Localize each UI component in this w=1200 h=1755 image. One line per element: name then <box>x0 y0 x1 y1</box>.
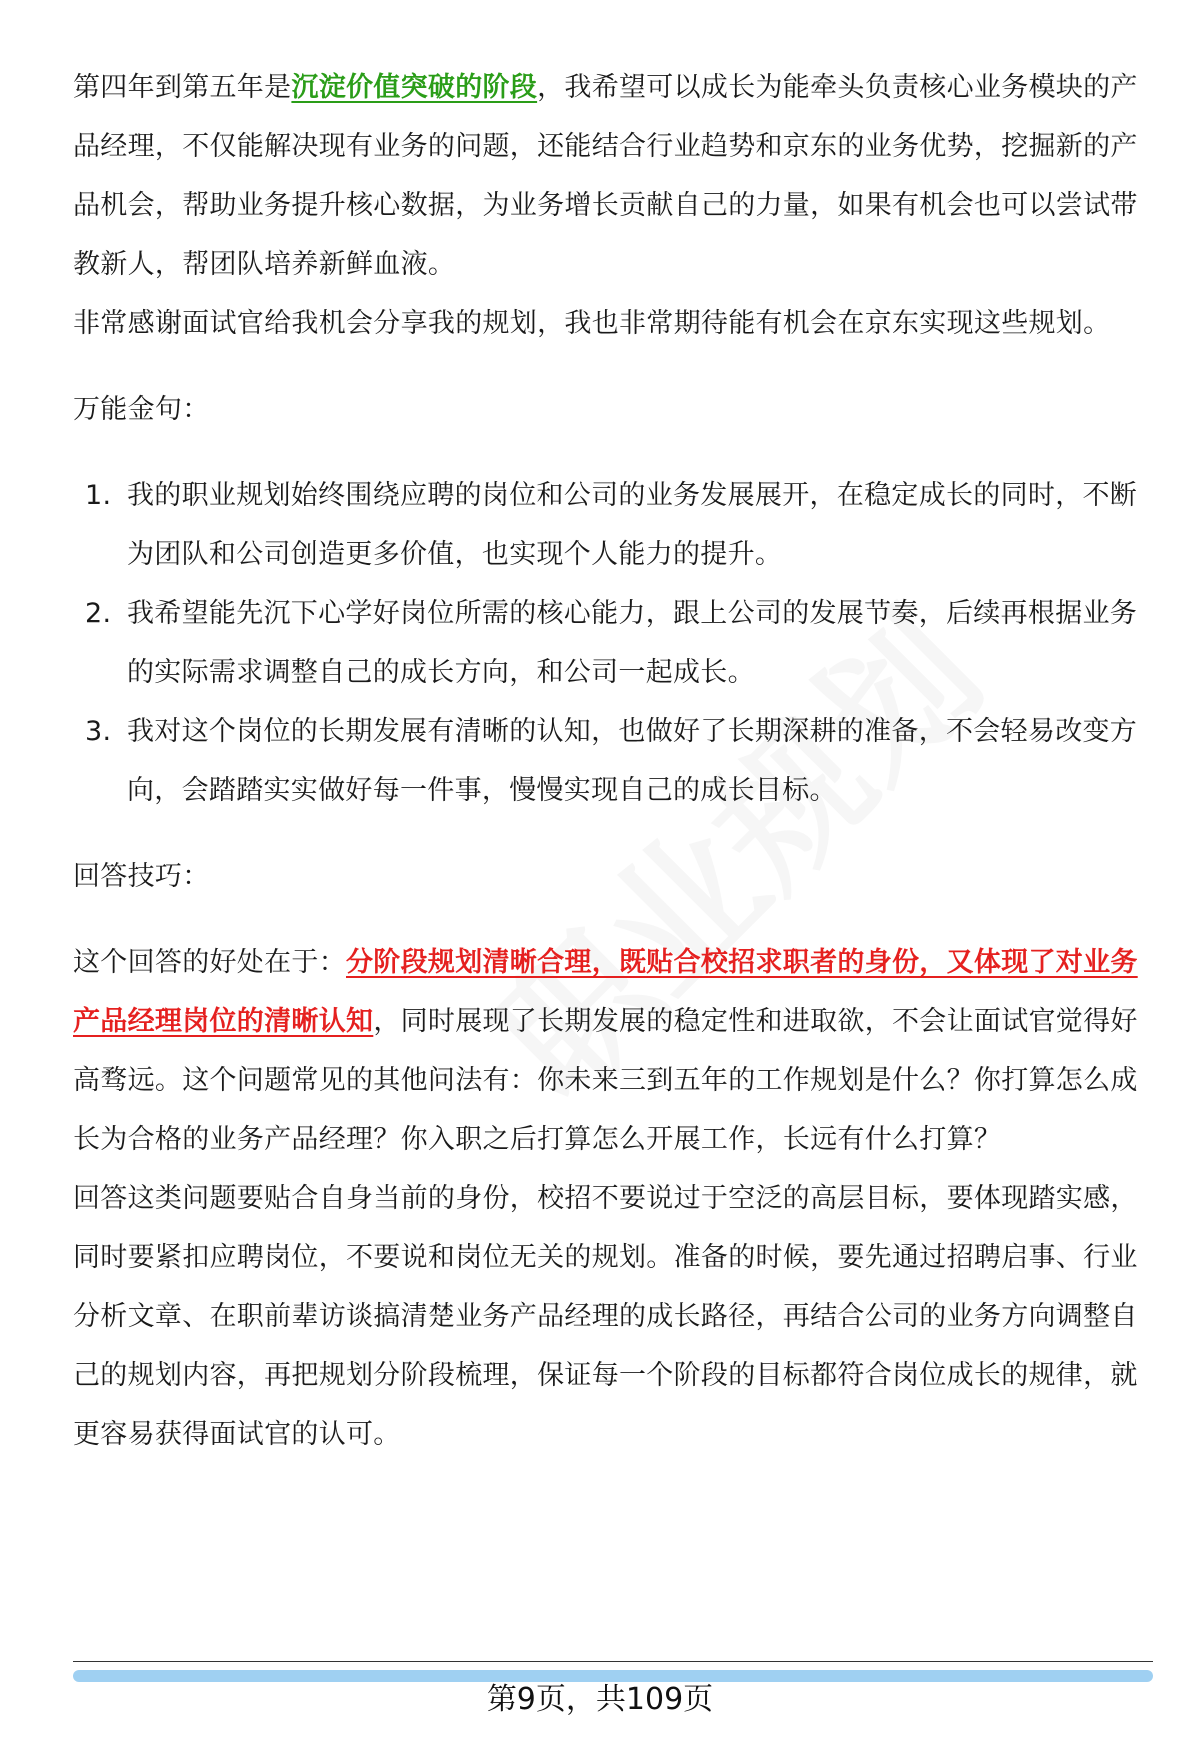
highlight-red: 分阶段规划清晰合理，既贴合校招求职者的身份，又体现了对业务产品经理岗位的清晰认知 <box>73 947 1138 1037</box>
page-number: 第9页，共109页 <box>486 1682 714 1717</box>
text-run: 第四年到第五年是 <box>73 72 292 103</box>
text-run: 这个回答的好处在于： <box>73 947 346 978</box>
paragraph-tips-benefit <box>73 933 1153 1169</box>
list-text: 我希望能先沉下心学好岗位所需的核心能力，跟上公司的发展节奏，后续再根据业务的实际需求调整自己的成长方向，和公司一起成长。 <box>127 598 1138 688</box>
list-item <box>73 466 1153 584</box>
paragraph-stage-four-five <box>73 58 1153 294</box>
list-text: 我的职业规划始终围绕应聘的岗位和公司的业务发展展开，在稳定成长的同时，不断为团队和公司创造更多价值，也实现个人能力的提升。 <box>127 480 1138 570</box>
list-number: 1. <box>85 480 112 511</box>
list-number: 3. <box>85 716 112 747</box>
list-item <box>73 702 1153 820</box>
list-item <box>73 584 1153 702</box>
heading-answer-tips: 回答技巧： <box>73 861 210 892</box>
list-text: 我对这个岗位的长期发展有清晰的认知，也做好了长期深耕的准备，不会轻易改变方向，会踏踏实实做好每一件事，慢慢实现自己的成长目标。 <box>127 716 1138 806</box>
heading-golden-sentences: 万能金句： <box>73 394 210 425</box>
paragraph-tips-method: 回答这类问题要贴合自身当前的身份，校招不要说过于空泛的高层目标，要体现踏实感，同时要紧扣应聘岗位，不要说和岗位无关的规划。准备的时候，要先通过招聘启事、行业分析文章、在职前辈访谈搞清楚业务产品经理的成长路径，再结合公司的业务方向调整自己的规划内容，再把规划分阶段梳理，保证每一个阶段的目标都符合岗位成长的规律，就更容易获得面试官的认可。 <box>73 1183 1138 1450</box>
golden-sentence-list <box>73 466 1153 820</box>
document-page <box>73 58 1153 1464</box>
highlight-green: 沉淀价值突破的阶段 <box>291 72 538 103</box>
paragraph-thanks: 非常感谢面试官给我机会分享我的规划，我也非常期待能有机会在京东实现这些规划。 <box>73 308 1111 339</box>
text-run: ，同时展现了长期发展的稳定性和进取欲，不会让面试官觉得好高骛远。这个问题常见的其他问法有：你未来三到五年的工作规划是什么？你打算怎么成长为合格的业务产品经理？你入职之后打算怎么开展工作，长远有什么打算？ <box>73 1006 1138 1155</box>
footer-divider <box>73 1661 1153 1662</box>
text-run: ，我希望可以成长为能牵头负责核心业务模块的产品经理，不仅能解决现有业务的问题，还能结合行业趋势和京东的业务优势，挖掘新的产品机会，帮助业务提升核心数据，为业务增长贡献自己的力量，如果有机会也可以尝试带教新人，帮团队培养新鲜血液。 <box>73 72 1138 280</box>
list-number: 2. <box>85 598 112 629</box>
